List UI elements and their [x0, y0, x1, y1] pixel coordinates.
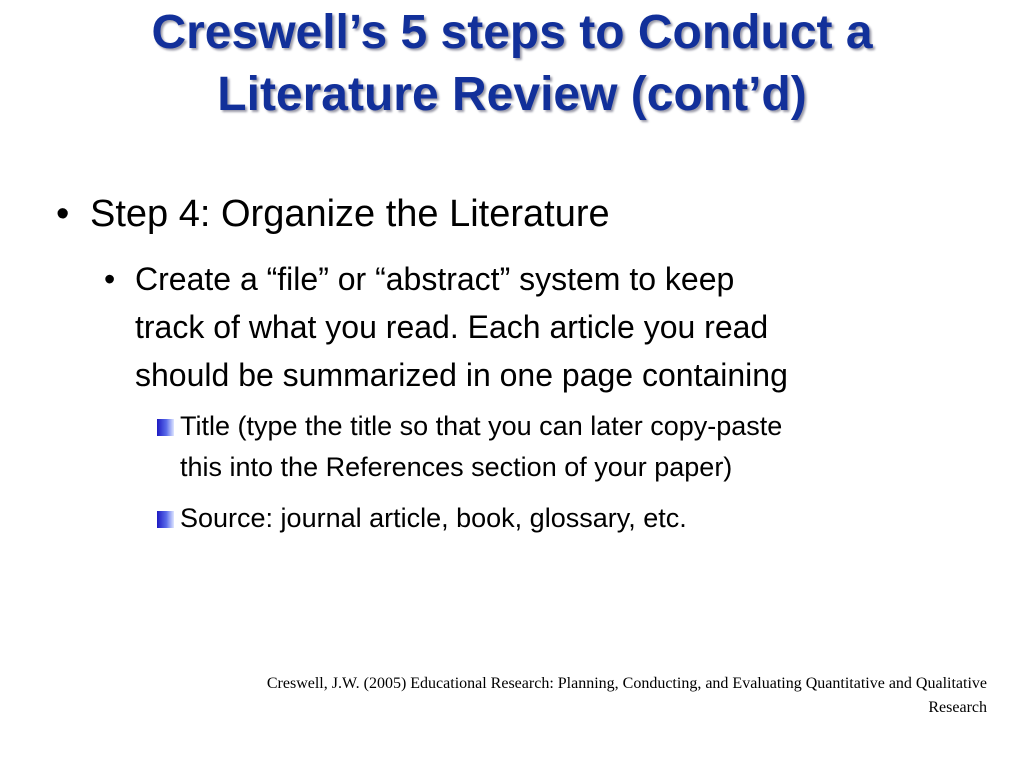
- citation-line: Creswell, J.W. (2005) Educational Research: Planning, Conducting, and Evaluating Quantitative and Qualitative: [266, 675, 987, 692]
- square-bullet-icon: [157, 511, 174, 528]
- bullet-text: Step 4: Organize the Literature: [90, 193, 610, 235]
- text-line: should be summarized in one page containing: [135, 357, 788, 393]
- round-bullet-icon: •: [56, 193, 70, 235]
- round-bullet-icon: •: [104, 261, 116, 297]
- text-line: Title (type the title so that you can later copy-paste: [180, 411, 783, 441]
- sub-sub-bullet-text: [180, 406, 782, 488]
- citation-line: Research: [928, 699, 987, 716]
- text-line: this into the References section of your paper): [180, 452, 733, 482]
- title-line: Literature Review (cont’d): [217, 68, 807, 121]
- sub-bullet-text: [135, 255, 965, 399]
- text-line: track of what you read. Each article you read: [135, 309, 769, 345]
- slide-title: [40, 2, 984, 126]
- citation-footer: [67, 672, 987, 720]
- text-line: Source: journal article, book, glossary, etc.: [180, 503, 687, 533]
- sub-sub-bullet-text: [180, 498, 687, 539]
- title-line: Creswell’s 5 steps to Conduct a: [151, 6, 873, 59]
- square-bullet-icon: [157, 419, 174, 436]
- text-line: Create a “file” or “abstract” system to keep: [135, 261, 735, 297]
